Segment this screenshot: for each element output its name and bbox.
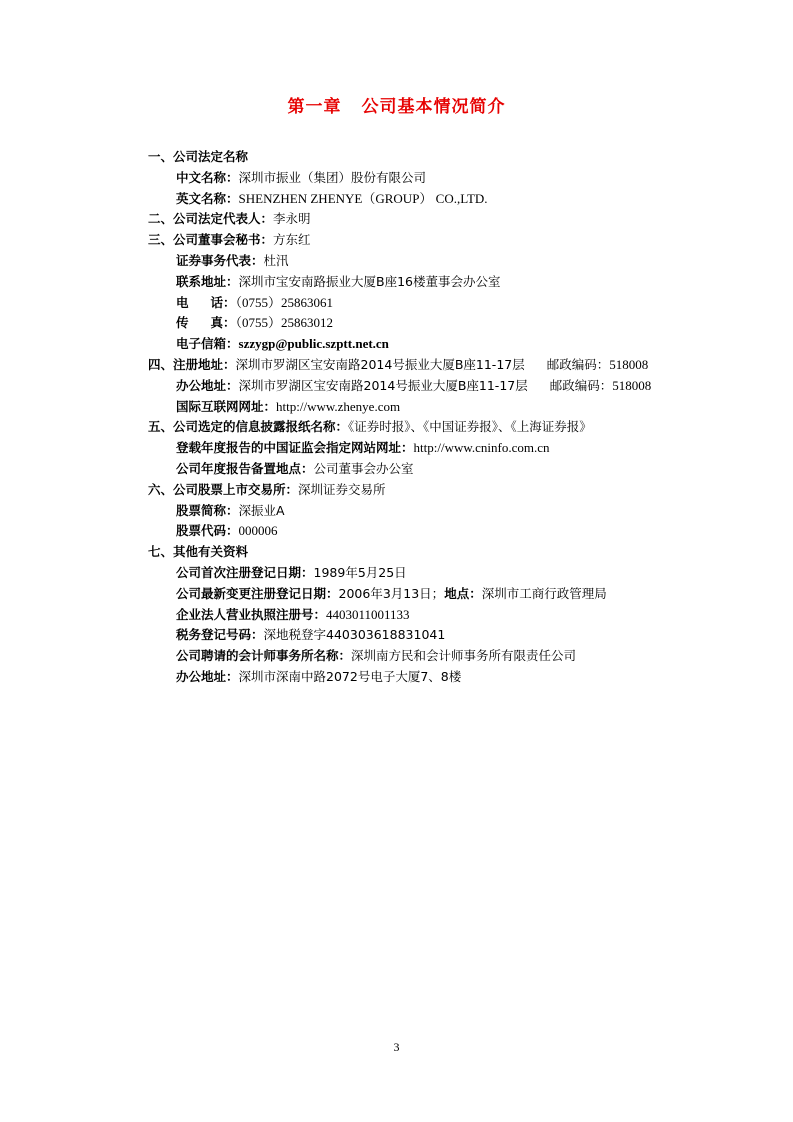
chapter-number: 第一章 bbox=[287, 97, 342, 117]
report-location-label: 公司年度报告备置地点： bbox=[176, 460, 314, 476]
business-license-label: 企业法人营业执照注册号： bbox=[176, 606, 327, 622]
securities-rep-row bbox=[148, 251, 748, 272]
report-location-value: 公司董事会办公室 bbox=[313, 460, 414, 476]
latest-registration-label: 公司最新变更注册登记日期： bbox=[176, 585, 339, 601]
office-zip-label: 邮政编码： bbox=[549, 377, 613, 393]
latest-registration-value: 2006年3月13日； bbox=[338, 585, 445, 601]
exchange-label: 六、公司股票上市交易所： bbox=[148, 481, 299, 497]
office-address-value: 深圳市罗湖区宝安南路2014号振业大厦B座11-17层 bbox=[238, 377, 528, 393]
chapter-title bbox=[0, 92, 793, 117]
email-value[interactable]: szzygp@public.szptt.net.cn bbox=[238, 336, 389, 352]
fax-value: （0755）25863012 bbox=[235, 315, 334, 331]
section-1-heading: 一、公司法定名称 bbox=[148, 149, 249, 164]
board-secretary-value: 方东红 bbox=[273, 232, 311, 248]
website-link[interactable]: http://www.zhenye.com bbox=[276, 398, 401, 414]
section-7-heading: 七、其他有关资料 bbox=[148, 544, 249, 560]
contact-address-value: 深圳市宝安南路振业大厦B座16楼董事会办公室 bbox=[238, 273, 501, 289]
auditor-row bbox=[148, 646, 748, 667]
first-registration-label: 公司首次注册登记日期： bbox=[176, 564, 314, 580]
auditor-address-value: 深圳市深南中路2072号电子大厦7、8楼 bbox=[238, 668, 462, 684]
exchange-value: 深圳证券交易所 bbox=[298, 481, 386, 497]
csrc-site-row bbox=[148, 438, 748, 459]
stock-code-row bbox=[148, 521, 748, 542]
telephone-label-b: 话： bbox=[210, 294, 236, 310]
auditor-value: 深圳南方民和会计师事务所有限责任公司 bbox=[351, 648, 577, 664]
csrc-site-label: 登载年度报告的中国证监会指定网站网址： bbox=[176, 440, 414, 456]
registered-zip-label: 邮政编码： bbox=[546, 356, 610, 372]
tax-registration-value: 深地税登字440303618831041 bbox=[263, 627, 446, 643]
tax-registration-row bbox=[148, 625, 748, 646]
board-secretary-row bbox=[148, 230, 748, 251]
english-name-value: SHENZHEN ZHENYE（GROUP） CO.,LTD. bbox=[238, 190, 488, 206]
fax-label-a: 传 bbox=[176, 315, 189, 331]
stock-code-value: 000006 bbox=[238, 523, 278, 539]
csrc-site-link[interactable]: http://www.cninfo.com.cn bbox=[413, 440, 550, 456]
website-row bbox=[148, 397, 748, 418]
telephone-label-a: 电 bbox=[176, 294, 189, 310]
registered-address-row bbox=[148, 355, 748, 376]
business-license-value: 4403011001133 bbox=[326, 606, 410, 622]
registered-zip-value: 518008 bbox=[609, 356, 649, 372]
registration-place-value: 深圳市工商行政管理局 bbox=[481, 585, 607, 601]
registered-address-label: 四、注册地址： bbox=[148, 356, 236, 372]
chinese-name-label: 中文名称： bbox=[176, 169, 239, 185]
contact-address-row bbox=[148, 272, 748, 293]
registration-place-label: 地点： bbox=[444, 585, 482, 601]
email-label: 电子信箱： bbox=[176, 336, 239, 352]
contact-address-label: 联系地址： bbox=[176, 273, 239, 289]
legal-rep-row bbox=[148, 209, 748, 230]
stock-abbr-value: 深振业A bbox=[238, 502, 285, 518]
legal-rep-label: 二、公司法定代表人： bbox=[148, 211, 274, 227]
chinese-name-value: 深圳市振业（集团）股份有限公司 bbox=[238, 169, 427, 185]
office-address-label: 办公地址： bbox=[176, 377, 239, 393]
tax-registration-label: 税务登记号码： bbox=[176, 627, 264, 643]
chapter-heading: 公司基本情况简介 bbox=[361, 97, 506, 117]
auditor-address-label: 办公地址： bbox=[176, 668, 239, 684]
chinese-name-row bbox=[148, 168, 748, 189]
telephone-row bbox=[148, 293, 748, 314]
first-registration-value: 1989年5月25日 bbox=[313, 564, 407, 580]
office-zip-value: 518008 bbox=[612, 377, 652, 393]
report-location-row bbox=[148, 459, 748, 480]
stock-code-label: 股票代码： bbox=[176, 523, 239, 539]
business-license-row bbox=[148, 605, 748, 626]
stock-abbr-row bbox=[148, 501, 748, 522]
board-secretary-label: 三、公司董事会秘书： bbox=[148, 232, 274, 248]
exchange-row bbox=[148, 480, 748, 501]
fax-label-b: 真： bbox=[210, 315, 236, 331]
securities-rep-value: 杜汛 bbox=[263, 252, 289, 268]
first-registration-row bbox=[148, 563, 748, 584]
english-name-row bbox=[148, 189, 748, 210]
latest-registration-row bbox=[148, 584, 748, 605]
fax-row bbox=[148, 313, 748, 334]
securities-rep-label: 证券事务代表： bbox=[176, 252, 264, 268]
english-name-label: 英文名称： bbox=[176, 190, 239, 206]
company-profile bbox=[148, 147, 748, 688]
auditor-address-row bbox=[148, 667, 748, 688]
office-address-row bbox=[148, 376, 748, 397]
newspapers-value: 《证券时报》、《中国证券报》、《上海证券报》 bbox=[348, 419, 592, 435]
page-number: 3 bbox=[393, 1040, 400, 1054]
newspapers-row bbox=[148, 417, 748, 438]
website-label: 国际互联网网址： bbox=[176, 398, 277, 414]
stock-abbr-label: 股票简称： bbox=[176, 502, 239, 518]
telephone-value: （0755）25863061 bbox=[235, 294, 334, 310]
auditor-label: 公司聘请的会计师事务所名称： bbox=[176, 648, 352, 664]
email-row bbox=[148, 334, 748, 355]
legal-rep-value: 李永明 bbox=[273, 211, 311, 227]
registered-address-value: 深圳市罗湖区宝安南路2014号振业大厦B座11-17层 bbox=[235, 356, 525, 372]
newspapers-label: 五、公司选定的信息披露报纸名称： bbox=[148, 419, 349, 435]
